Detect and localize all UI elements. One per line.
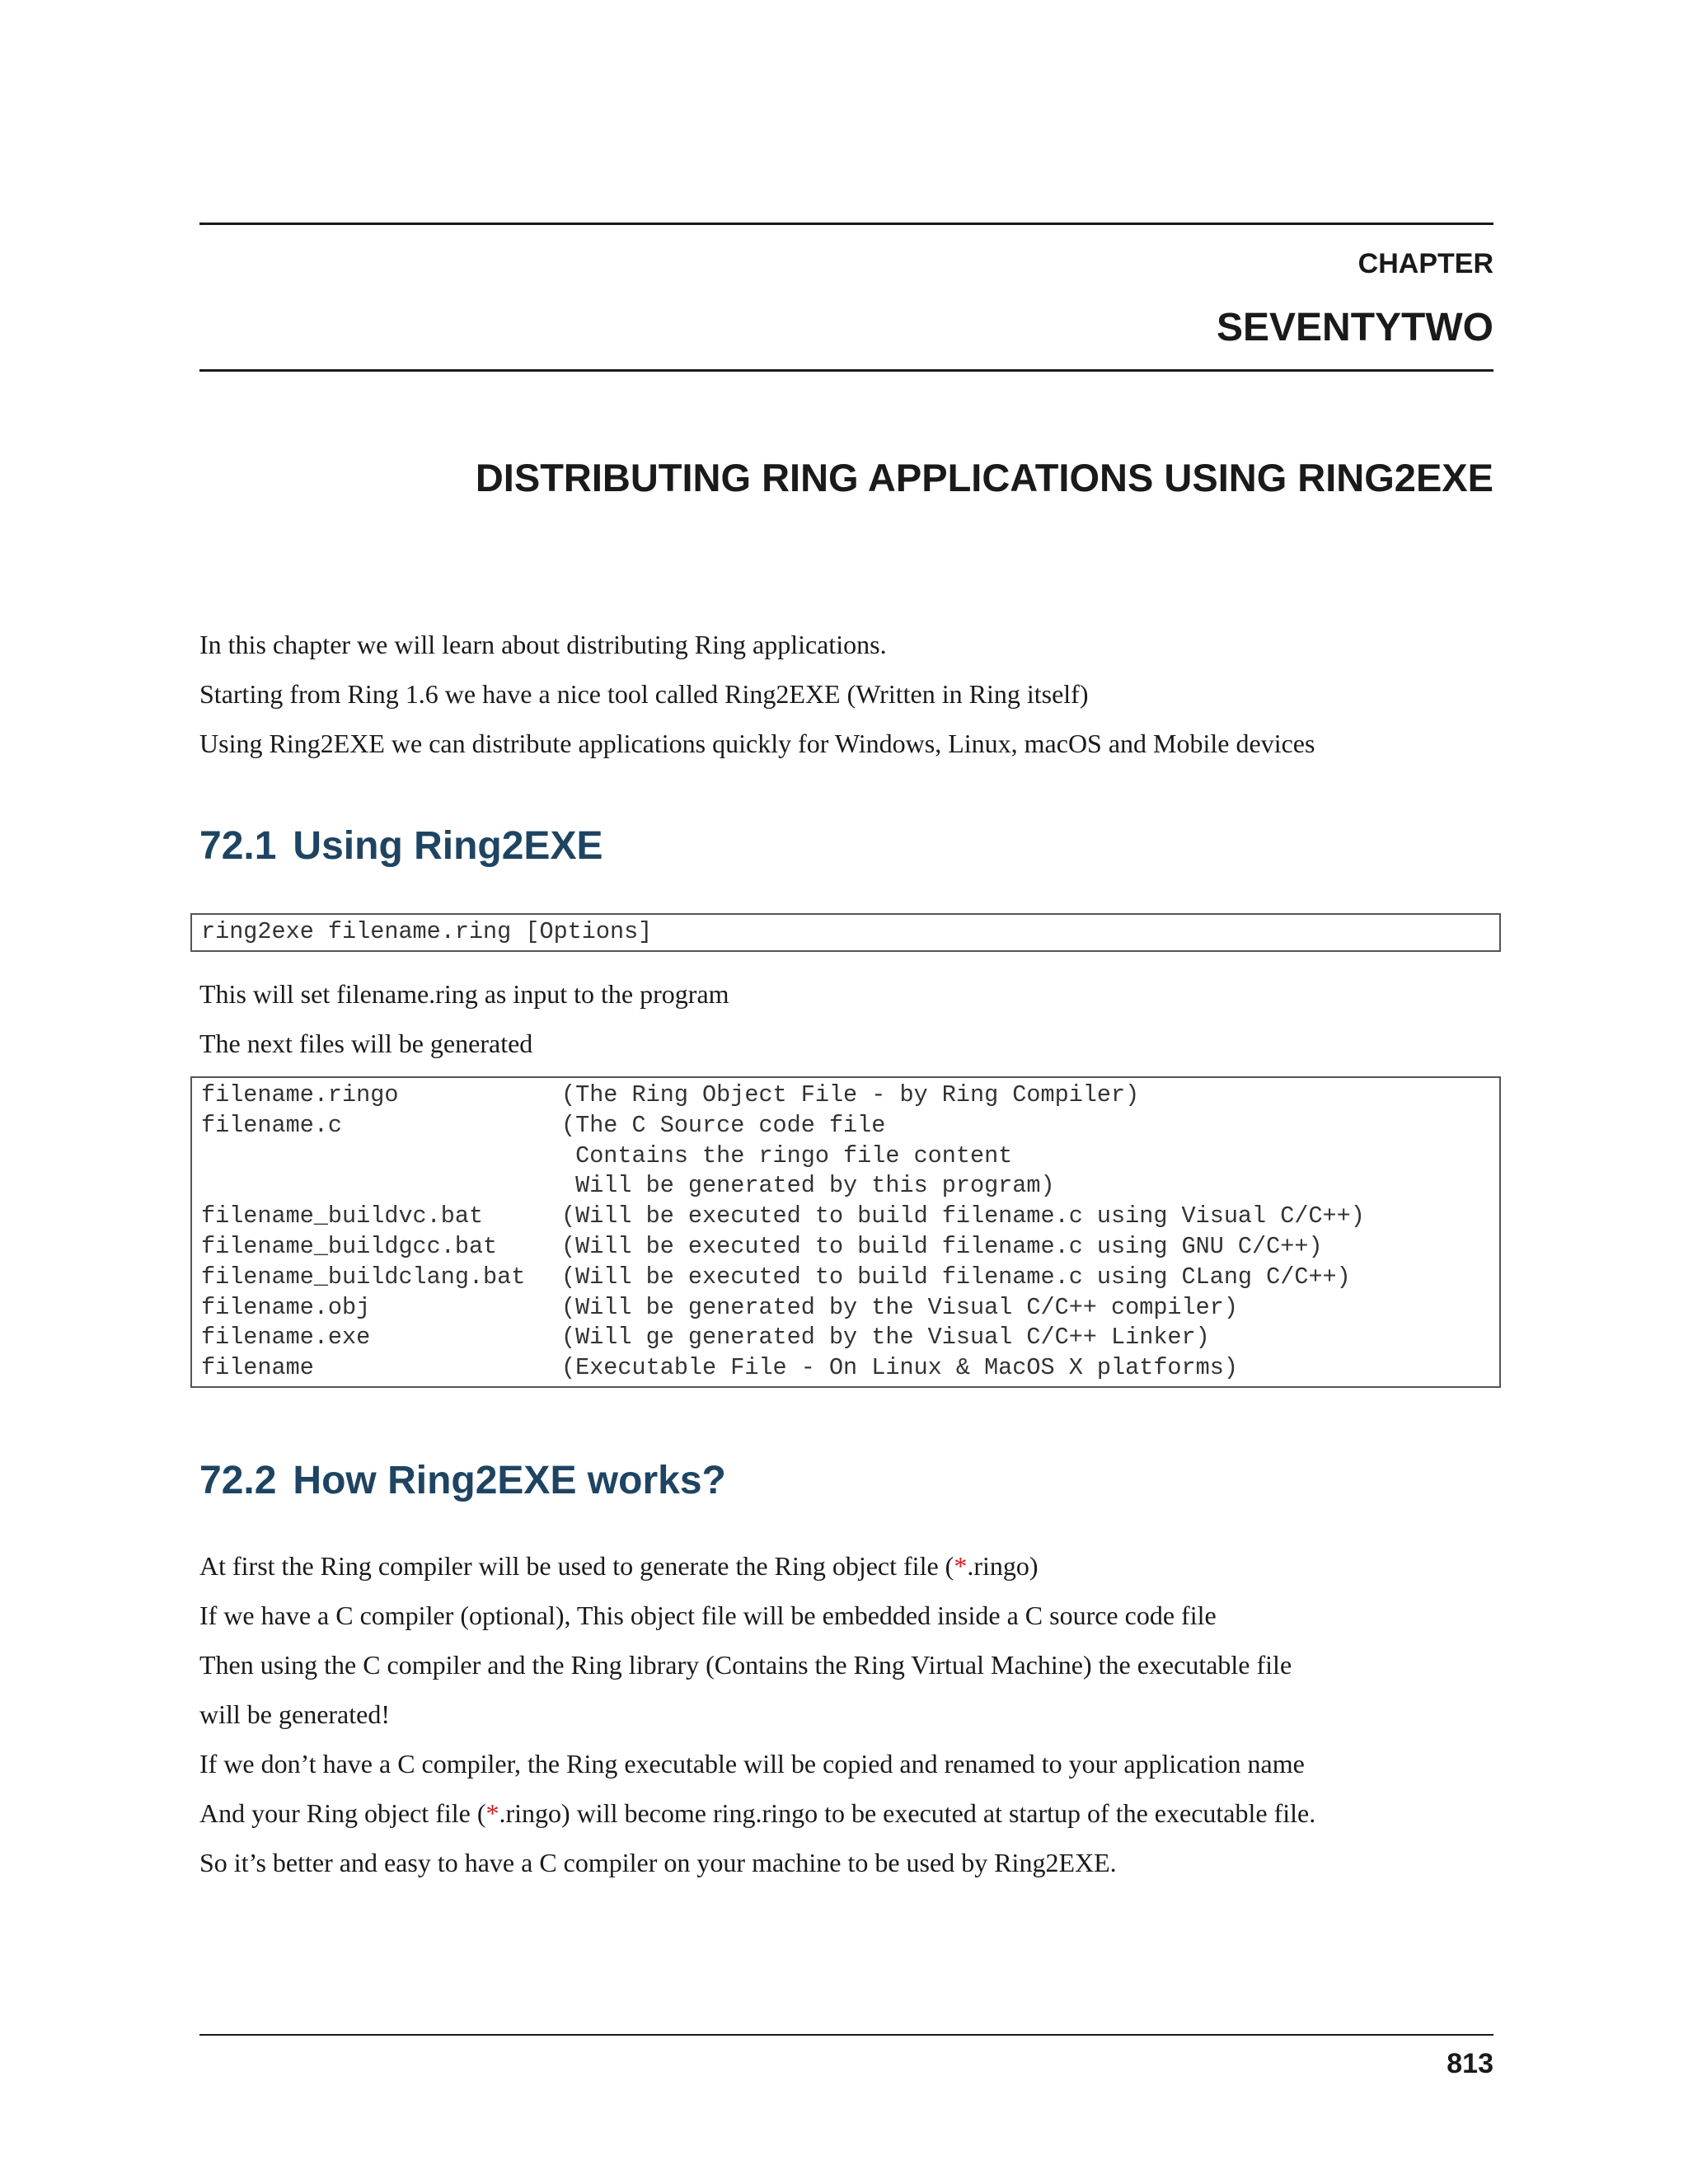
- chapter-number: SEVENTYTWO: [1216, 306, 1493, 349]
- section-title-text: Using Ring2EXE: [293, 824, 603, 868]
- generated-files-code-block: [190, 1076, 1501, 1388]
- text-segment: .ringo): [967, 1551, 1039, 1581]
- file-description: (Will ge generated by the Visual C/C++ Linker): [561, 1324, 1210, 1352]
- section2-paragraph-3: Then using the C compiler and the Ring library (Contains the Ring Virtual Machine) the executable file: [199, 1650, 1292, 1680]
- code-row: [201, 1202, 1490, 1232]
- section2-paragraph-5: If we don’t have a C compiler, the Ring executable will be copied and renamed to your application name: [199, 1749, 1305, 1779]
- chapter-title: DISTRIBUTING RING APPLICATIONS USING RING2EXE: [475, 456, 1493, 499]
- file-description: (Executable File - On Linux & MacOS X platforms): [561, 1354, 1238, 1382]
- file-description: (The Ring Object File - by Ring Compiler): [561, 1081, 1140, 1108]
- code-row: [201, 1293, 1490, 1324]
- file-name: filename.ringo: [201, 1081, 399, 1108]
- file-description: Contains the ringo file content: [561, 1141, 1013, 1169]
- section2-paragraph-4: will be generated!: [199, 1699, 390, 1729]
- section2-paragraph-6: [199, 1797, 1315, 1830]
- intro-paragraph-2: Starting from Ring 1.6 we have a nice tool called Ring2EXE (Written in Ring itself): [199, 679, 1089, 709]
- section2-paragraph-7: So it’s better and easy to have a C compiler on your machine to be used by Ring2EXE.: [199, 1848, 1117, 1877]
- section1-paragraph-1: This will set filename.ring as input to the program: [199, 979, 729, 1009]
- intro-paragraph-3: Using Ring2EXE we can distribute applications quickly for Windows, Linux, macOS and Mobile devices: [199, 729, 1315, 758]
- code-row: [201, 1323, 1490, 1353]
- page-number: 813: [1447, 2048, 1493, 2079]
- code-row: [201, 1232, 1490, 1263]
- asterisk-glyph: *: [485, 1798, 499, 1828]
- file-description: (Will be executed to build filename.c using Visual C/C++): [561, 1202, 1365, 1230]
- file-name: filename_buildvc.bat: [201, 1202, 484, 1230]
- chapter-top-rule: [199, 223, 1493, 225]
- section-title-text: How Ring2EXE works?: [293, 1459, 726, 1502]
- file-name: filename: [201, 1354, 314, 1382]
- section-number: 72.1: [199, 824, 277, 868]
- footer-rule: [199, 2034, 1493, 2036]
- section2-paragraph-1: [199, 1549, 1039, 1582]
- file-name: filename.exe: [201, 1324, 371, 1352]
- section-heading-how-ring2exe-works: [199, 1457, 726, 1505]
- code-row: [201, 1080, 1490, 1111]
- file-name: [201, 1171, 561, 1202]
- code-row: [201, 1141, 1490, 1172]
- code-row: [201, 1171, 1490, 1202]
- command-code-block: [190, 913, 1501, 952]
- code-row: [201, 1263, 1490, 1293]
- section1-paragraph-2: The next files will be generated: [199, 1029, 533, 1058]
- text-segment: .ringo) will become ring.ringo to be executed at startup of the executable file.: [499, 1798, 1316, 1828]
- file-name: filename_buildclang.bat: [201, 1263, 526, 1291]
- file-name: filename.c: [201, 1111, 343, 1139]
- file-description: Will be generated by this program): [561, 1172, 1055, 1200]
- text-segment: And your Ring object file (: [199, 1798, 486, 1828]
- code-row: [201, 1353, 1490, 1384]
- text-segment: At first the Ring compiler will be used to generate the Ring object file (: [199, 1551, 954, 1581]
- file-name: filename.obj: [201, 1293, 371, 1321]
- file-description: (Will be generated by the Visual C/C++ compiler): [561, 1293, 1238, 1321]
- file-name: filename_buildgcc.bat: [201, 1232, 498, 1260]
- code-row: [201, 1111, 1490, 1141]
- section-heading-using-ring2exe: [199, 823, 603, 870]
- file-description: (Will be executed to build filename.c using GNU C/C++): [561, 1232, 1323, 1260]
- section-number: 72.2: [199, 1459, 277, 1502]
- file-description: (Will be executed to build filename.c using CLang C/C++): [561, 1263, 1351, 1291]
- chapter-label: CHAPTER: [1357, 248, 1493, 279]
- file-description: (The C Source code file: [561, 1111, 886, 1139]
- chapter-bottom-rule: [199, 369, 1493, 372]
- file-name: [201, 1141, 561, 1172]
- asterisk-glyph: *: [954, 1551, 968, 1581]
- command-line: ring2exe filename.ring [Options]: [201, 918, 653, 945]
- section2-paragraph-2: If we have a C compiler (optional), This object file will be embedded inside a C source code file: [199, 1601, 1217, 1630]
- intro-paragraph-1: In this chapter we will learn about distributing Ring applications.: [199, 630, 887, 659]
